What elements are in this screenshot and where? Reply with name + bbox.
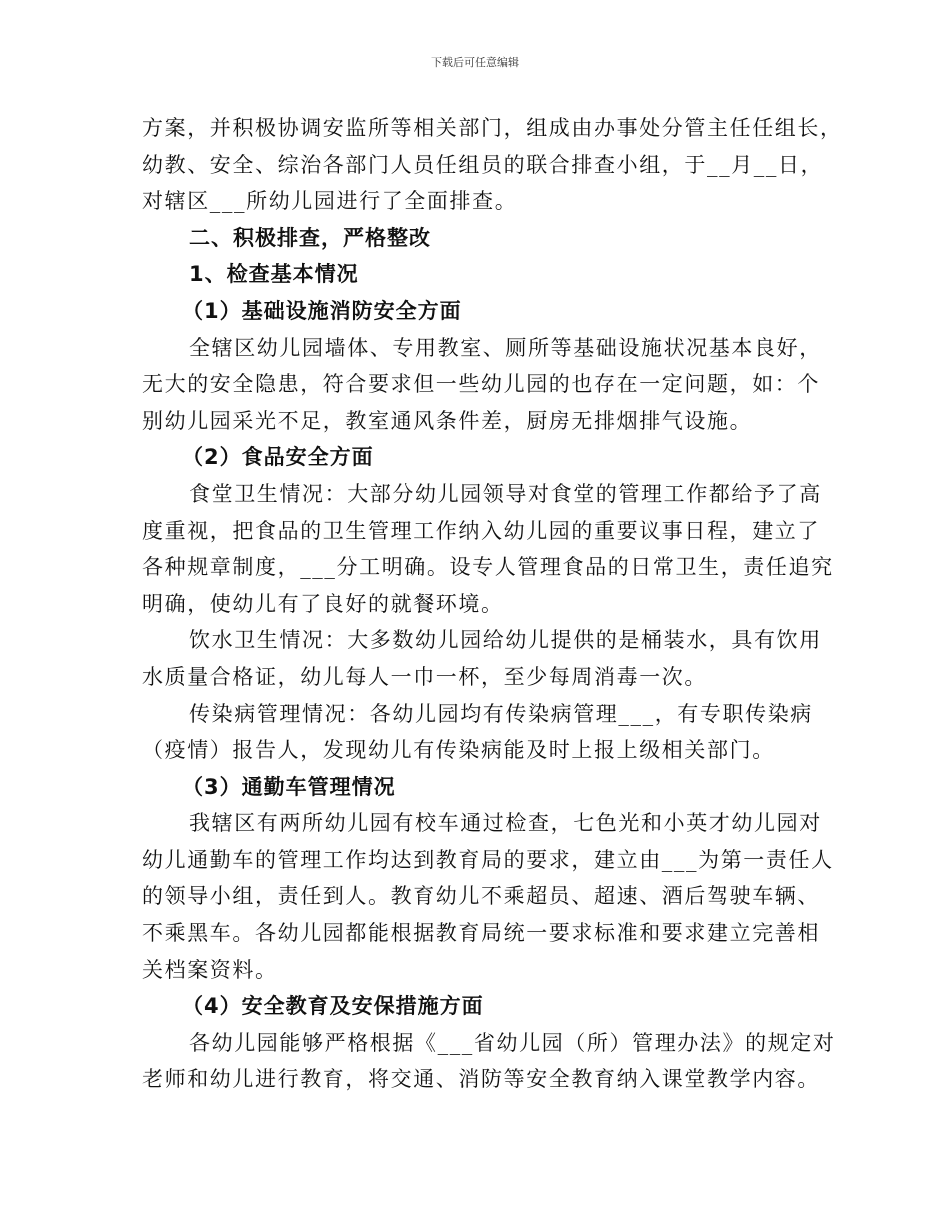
subsection-heading: （3）通勤车管理情况	[182, 774, 396, 799]
subsection-heading: （4）安全教育及安保措施方面	[182, 994, 484, 1019]
text-line: 关档案资料。	[142, 957, 278, 982]
text-line: 不乘黑车。各幼儿园都能根据教育局统一要求标准和要求建立完善相	[142, 921, 820, 946]
section-heading: 二、积极排查，严格整改	[189, 225, 431, 250]
paragraph-first-line: 各幼儿园能够严格根据《___省幼儿园（所）管理办法》的规定对	[189, 1030, 836, 1055]
paragraph-first-line: 传染病管理情况：各幼儿园均有传染病管理___，有专职传染病	[189, 701, 813, 726]
text-line: 明确，使幼儿有了良好的就餐环境。	[142, 591, 504, 616]
text-line: 幼教、安全、综治各部门人员任组员的联合排查小组，于__月__日，	[142, 152, 824, 177]
text-line: 度重视，把食品的卫生管理工作纳入幼儿园的重要议事日程，建立了	[142, 518, 820, 543]
text-line: 方案，并积极协调安监所等相关部门，组成由办事处分管主任任组长，	[142, 116, 843, 140]
text-line: 无大的安全隐患，符合要求但一些幼儿园的也存在一定问题，如：个	[142, 372, 820, 397]
subsection-heading: （2）食品安全方面	[182, 445, 374, 470]
paragraph-first-line: 全辖区幼儿园墙体、专用教室、厕所等基础设施状况基本良好，	[189, 335, 822, 360]
text-line: 对辖区___所幼儿园进行了全面排查。	[142, 189, 518, 214]
text-line: 老师和幼儿进行教育，将交通、消防等安全教育纳入课堂教学内容。	[142, 1067, 820, 1092]
text-line: 水质量合格证，幼儿每人一巾一杯，至少每周消毒一次。	[142, 664, 707, 689]
text-line: 各种规章制度，___分工明确。设专人管理食品的日常卫生，责任追究	[142, 555, 834, 580]
document-body	[142, 110, 843, 1098]
section-heading: 1、检查基本情况	[189, 262, 359, 287]
paragraph-first-line: 食堂卫生情况：大部分幼儿园领导对食堂的管理工作都给予了高	[189, 481, 822, 506]
page-header-note: 下载后可任意编辑	[431, 56, 519, 69]
subsection-heading: （1）基础设施消防安全方面	[182, 298, 462, 323]
paragraph-first-line: 我辖区有两所幼儿园有校车通过检查，七色光和小英才幼儿园对	[189, 811, 822, 836]
text-line: 的领导小组，责任到人。教育幼儿不乘超员、超速、酒后驾驶车辆、	[142, 884, 820, 909]
text-line: （疫情）报告人，发现幼儿有传染病能及时上报上级相关部门。	[142, 738, 775, 763]
paragraph-first-line: 饮水卫生情况：大多数幼儿园给幼儿提供的是桶装水，具有饮用	[189, 628, 822, 653]
text-line: 幼儿通勤车的管理工作均达到教育局的要求，建立由___为第一责任人	[142, 847, 834, 872]
text-line: 别幼儿园采光不足，教室通风条件差，厨房无排烟排气设施。	[142, 408, 753, 433]
